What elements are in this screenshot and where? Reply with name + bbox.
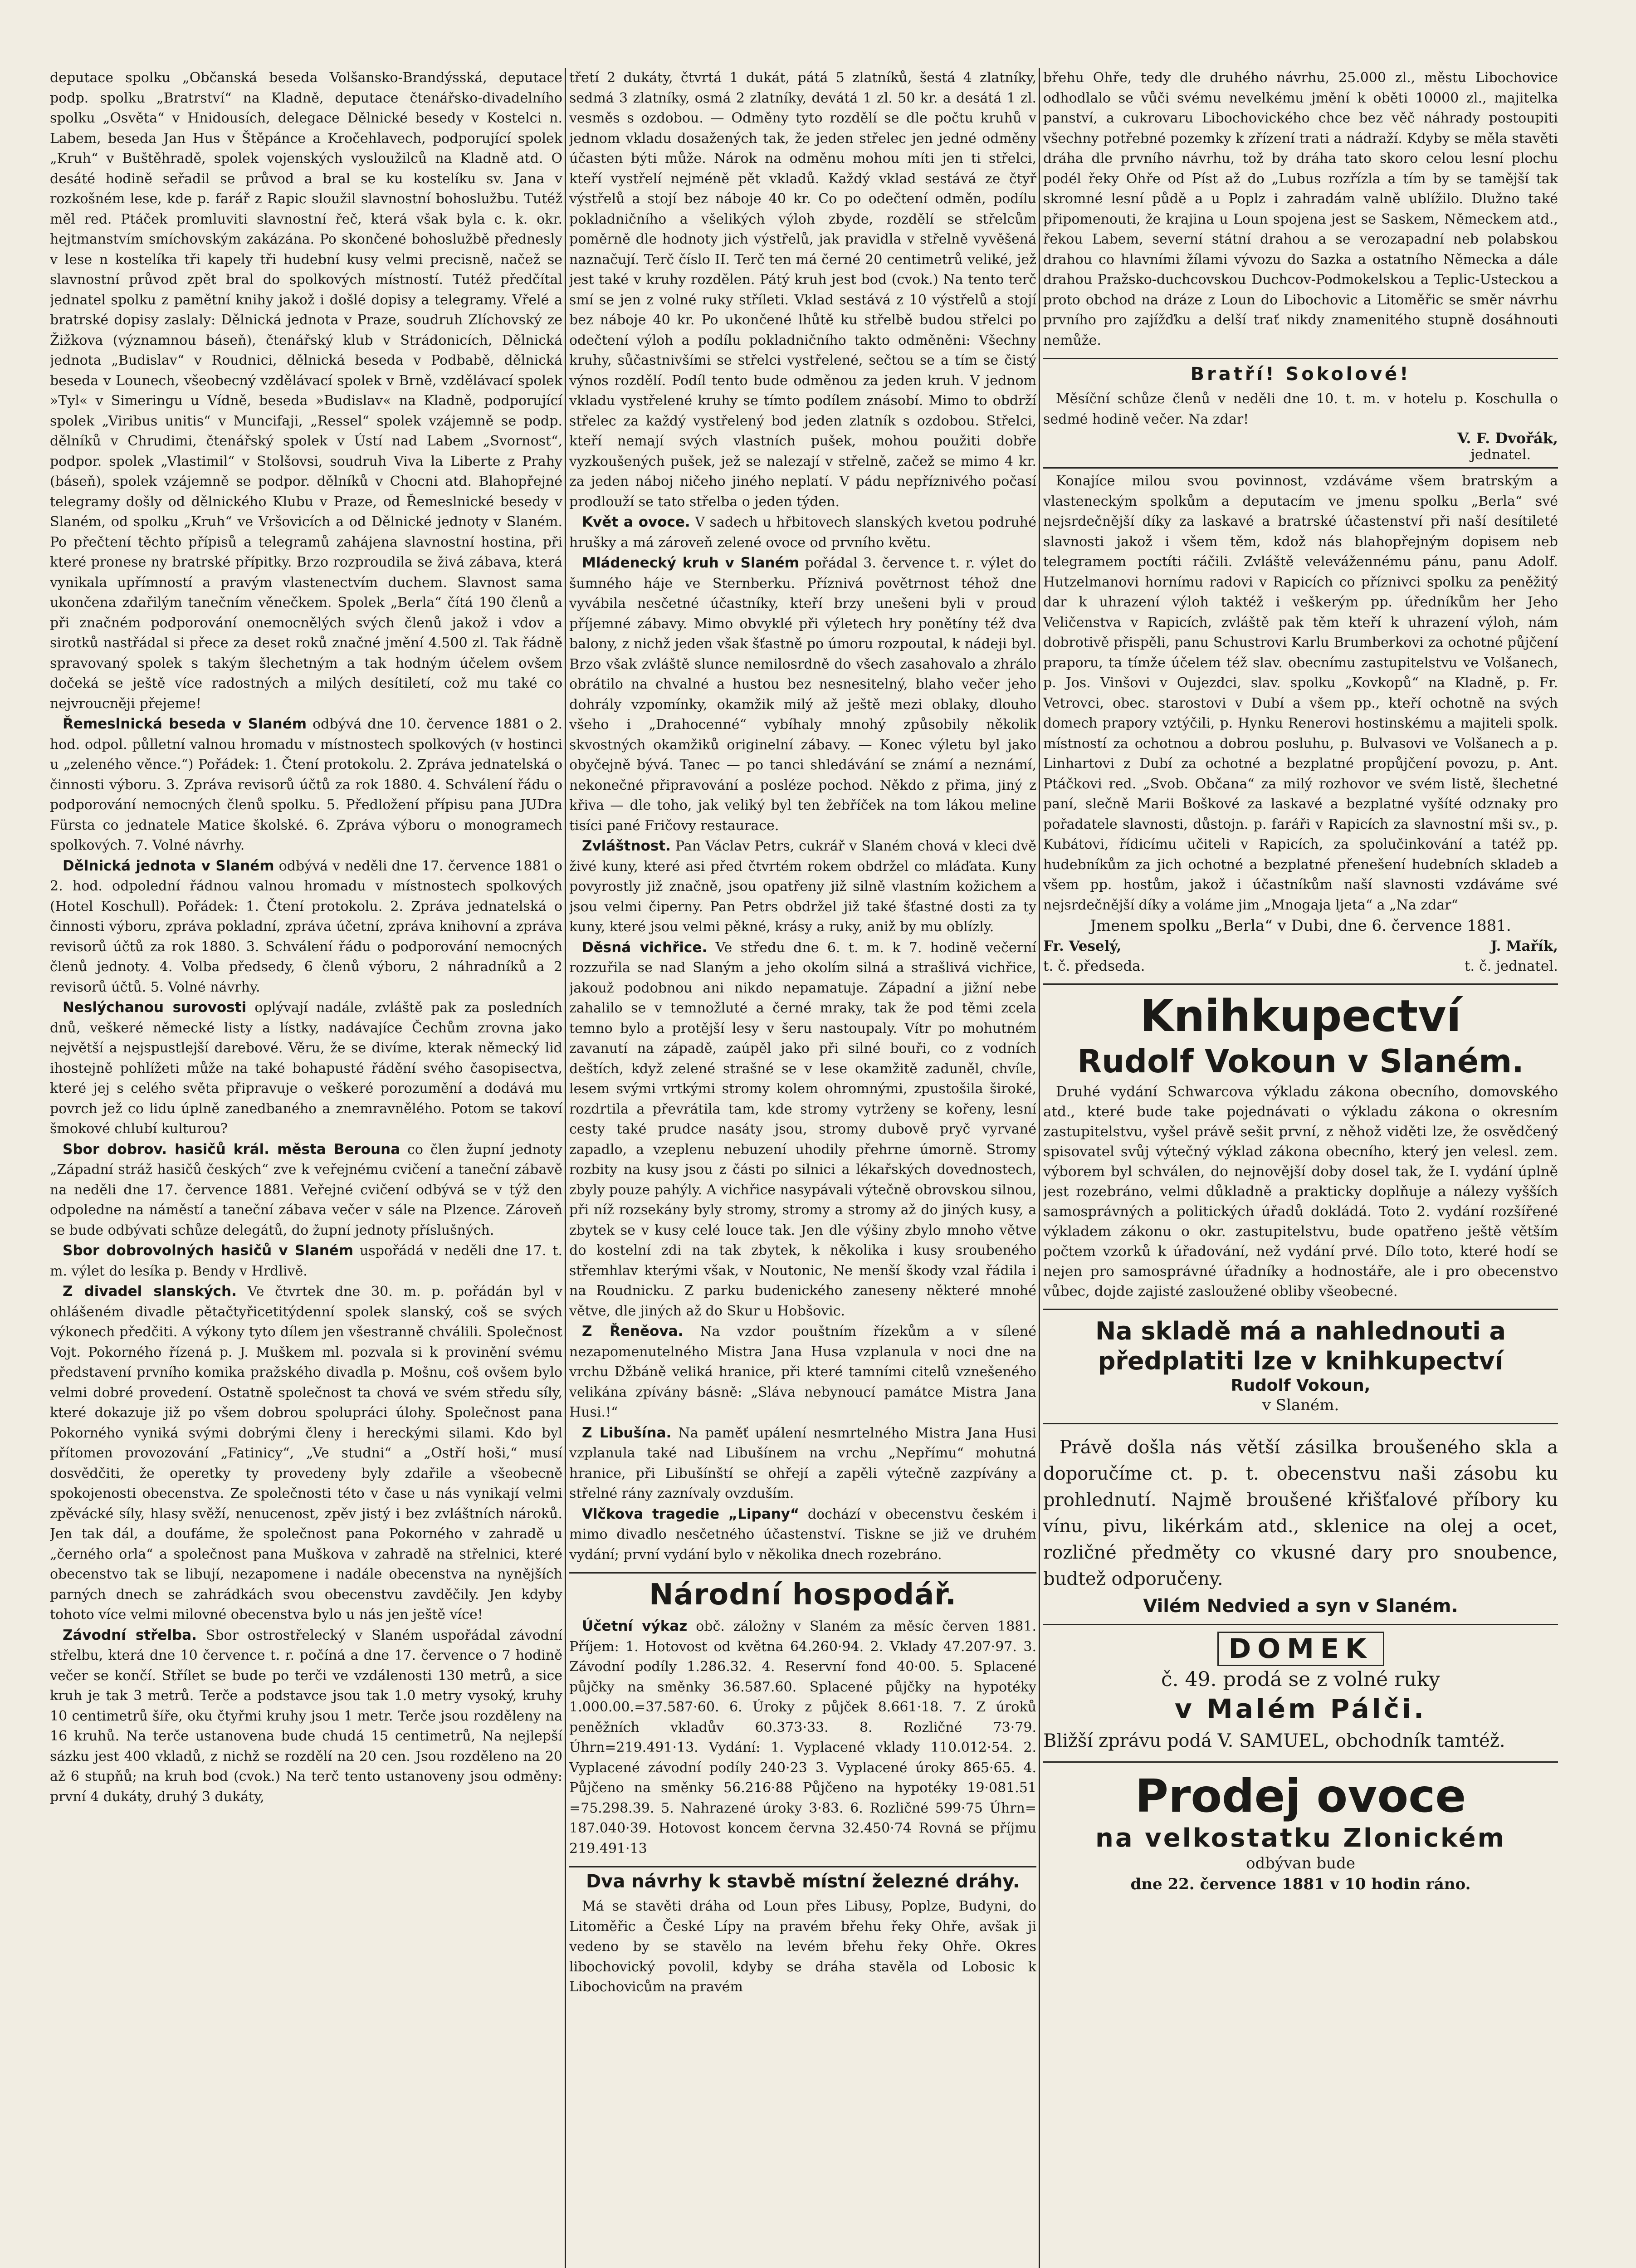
article-sbor-beroun <box>50 1139 562 1241</box>
heading-dva-navrhy: Dva návrhy k stavbě místní železné dráhy. <box>569 1866 1036 1892</box>
ad-sklo <box>1043 1423 1558 1617</box>
article-zavodni-cont: třetí 2 dukáty, čtvrtá 1 dukát, pátá 5 zlatníků, šestá 4 zlatníky, sedmá 3 zlatníky, osmá 2 zlatníky, devátá 1 zl. 50 kr. a desátá 1 zl. vesměs s ozdobou. — Odměny tyto rozdělí se dle počtu kruhů v jednom vkladu dosažených tak, že jeden střelec jen jedné odměny účasten býti může. Nárok na odměnu mohou míti jen ti střelci, kteří vystřelí nejméně pět vkladů. Každý vklad sestává ze čtyř výstřelů a stojí bez náboje 40 kr. Co po odečtení odměn, podílu pokladničního a všelikých výloh zbyde, rozdělí se střelcům poměrně dle hodnoty jich výstřelů, jak pravidla v střelně vyvěšená naznačují. Terč číslo II. Terč ten má černé 20 centimetrů veliké, jež jest také v kruhy rozdělen. Pátý kruh jest bod (cvok.) Na tento terč smí se jen z volné ruky stříleti. Vklad sestává z 10 výstřelů a stojí bez náboje 40 kr. Po ukončené lhůtě ku střelbě budou střelci po odečtení výloh a podílu pokladničního takto odměněni: Všechny kruhy, sůčastnivšími se střelci vystřelené, sečtou se a tím se čistý výnos rozdělí. Podíl tento bude odměnou za jeden kruh. V jednom vkladu vystřelené kruhy se tímto podílem znásobí. Mimo to obdrží střelec za každý vystřelený bod jeden zlatník s ozdobou. Střelci, kteří nemají svých vlastních pušek, mohou použiti dobře vyzkoušených pušek, jež se nalezají v střelně, začež se mimo 4 kr. za jeden náboj ničeho jiného neplatí. V pádu nepříznivého počasí prodlouží se tato střelba o jeden týden. <box>569 70 1036 510</box>
heading-neslychanou: Neslýchanou surovosti <box>63 999 247 1016</box>
notice-sokol: Měsíční schůze členů v neděli dne 10. t. m. v hotelu p. Koschulla o sedmé hodině večer. Na zdar! <box>1043 391 1558 427</box>
heading-sbor-beroun: Sbor dobrov. hasičů král. města Berouna <box>63 1141 400 1158</box>
article-vlckova-text: dochází v obecenstvu českém i mimo divadlo nesčetného účastenství. Tiskne se již ve druhém vydání; první vydání bylo v několika dnech rozebráno. <box>569 1506 1036 1563</box>
article-delnicka-text: odbývá v neděli dne 17. července 1881 o 2. hod. odpolední řádnou valnou hromadu v místnostech spolkových (Hotel Koschull). Pořádek: 1. Čtení protokolu. 2. Zpráva jednatelská o činnosti výboru, zpráva pokladní, zpráva účetní, zpráva knihovní a zpráva revisorů účtů za rok 1880. 3. Schválení řádu o podporování nemocných členů jednoty. 4. Volba předsedy, 6 členů výboru, 2 náhradníků a 2 revisorů účtů. 5. Volné návrhy. <box>50 858 562 995</box>
column-3 <box>1043 68 1558 2268</box>
ad-prodej-ovoce <box>1043 1761 1558 1895</box>
heading-desna: Děsná vichřice. <box>582 939 708 956</box>
thanks-notice <box>1043 467 1558 976</box>
heading-zvlastnost: Zvláštnost. <box>582 838 671 854</box>
article-zvlastnost-text: Pan Václav Petrs, cukrář v Slaném chová v kleci dvě živé kuny, které asi před čtvrtém rokem obdržel co mláďata. Kuny povyrostly již značně, jsou opatřeny již silně vlastním kožichem a jsou velmi čiperny. Pan Petrs obdržel již také šťastné dosti za ty kuny, které jsou velmi pěkné, krásy a ruky, aniž by mu oblízly. <box>569 838 1036 935</box>
article-remeslnicka <box>50 714 562 856</box>
heading-reneova: Z Řeněova. <box>582 1323 684 1339</box>
article-kvet-text: V sadech u hřbitovech slanských kvetou podruhé hrušky a má zároveň zelené ovoce od prvního květu. <box>569 514 1036 551</box>
ad-domek <box>1043 1624 1558 1754</box>
ad-domek-place: v Malém Pálči. <box>1175 1693 1426 1724</box>
ad-domek-number: č. 49. prodá se z volné ruky <box>1161 1668 1441 1691</box>
heading-vlckova: Vlčkova tragedie „Lipany“ <box>582 1505 800 1522</box>
heading-sbor-slany: Sbor dobrovolných hasičů v Slaném <box>63 1242 354 1259</box>
article-delnicka <box>50 856 562 998</box>
column-2 <box>569 68 1036 2268</box>
column-divider-1 <box>565 68 566 2268</box>
signature-role-row <box>1043 956 1558 976</box>
article-sbor-slany-text: uspořádá v neděli dne 17. t. m. výlet do lesíka p. Bendy v Hrdlivě. <box>50 1243 562 1279</box>
article-ucetni-vykaz <box>569 1616 1036 1859</box>
article-zvlastnost <box>569 836 1036 938</box>
ad-na-sklade-name: Rudolf Vokoun, <box>1231 1376 1371 1395</box>
signature-marik-role: t. č. jednatel. <box>1464 958 1558 974</box>
article-divadel-text: Ve čtvrtek dne 30. m. p. pořádán byl v ohlášeném divadle pětačtyřicetitýdenní spolek slanský, coš se svých výkonech předčiti. A výkony tyto dílem jen všestranně chválili. Společnost Vojt. Pokorného řízená p. J. Muškem ml. pozvala si k provinění svému představení prvního komika pražského divadla p. Mošnu, coš ovšem bylo velmi dobré provedení. Ostatně společnost ta chová ve svém středu síly, které dokazuje již po všem dobrou spolupráci úlohy. Společnost pana Pokorného vyniká svými dobrými členy i hereckými silami. Kdo byl přítomen provozování „Fatinicy“, „Ve studni“ a „Ostří hoši,“ musí dosvědčiti, že operetky ty provedeny byly zdařile a všeobecně spokojenosti obecenstva. Ze společnosti této v čase u nás vynikají velmi zpěvácké síly, hlasy svěží, nenucenost, zpěv jistý i bez zvláštních nároků. Jen tak dál, a doufáme, že společnost pana Pokorného v zahradě u „černého orla“ a společnost pana Muškova v zahradě na střelnici, které obecenstvo tak se libují, nezapomene i nadále obecenstva na nynějších parných dnech se zahrádkách svou obecenstvu zavděčily. Jen kdyby tohoto více velmi milovné obecenstva bylo u nás jen ještě více! <box>50 1284 562 1623</box>
ad-prodej-title: Prodej ovoce <box>1135 1769 1466 1823</box>
signature-vesely-role: t. č. předseda. <box>1043 958 1145 974</box>
signature-vesely: Fr. Veselý, <box>1043 938 1122 954</box>
article-sbor-slany <box>50 1241 562 1281</box>
article-desna <box>569 938 1036 1322</box>
article-reneova <box>569 1321 1036 1423</box>
article-reneova-text: Na vzdor pouštním řízekům a v sílené nezapomenutelného Mistra Jana Husa vzplanula v noci dne na vrchu Džbáně veliká hranice, při které tamními citelů vznešeného velikána zpívány básně: „Sláva nebynoucí památce Mistra Jana Husi.!“ <box>569 1324 1036 1420</box>
article-slavnost-cont: deputace spolku „Občanská beseda Volšansko-Brandýsská, deputace podp. spolku „Bratrství“ na Kladně, deputace čtenářsko-divadelního spolku „Osvěta“ v Hnidousích, delegace Dělnické besedy v Kostelci n. Labem, beseda Jan Hus v Štěpánce a Kročehlavech, podporující spolek „Kruh“ v Buštěhradě, spolek vojenských vysloužilců na Kladně atd. O desáté hodině seřadil se průvod a bral se ku kostelíku sv. Jana v rozkošném lese, kde p. farář z Rapic sloužil slavnostní bohoslužbu. Tutéž měl red. Ptáček promluviti slavnostní řeč, která však byla c. k. okr. hejtmanstvím smíchovským zakázána. Po skončené bohoslužbě přednesly v lese n kostelíka tři kapely tři hudební kusy velmi precisně, načež se slavnostní průvod zpět bral do spolkových místností. Tutéž předčítal jednatel spolku z pamětní knihy jakož i došlé dopisy a telegramy. Vřelé a bratrské dopisy zaslaly: Dělnická jednota v Praze, soudruh Zlíchovský ze Žižkova (významnou báseň), čtenářský klub v Strádonicích, Dělnická jednota „Budislav“ v Roudnici, dělnická beseda v Podbabě, dělnická beseda v Lounech, všeobecný vzdělávací spolek v Brně, vzdělávací spolek »Tyl« v Simeringu u Vídně, beseda »Budislav« na Kladně, podporující spolek „Viribus unitis“ v Muncifaji, „Ressel“ spolek vzájemně se podp. dělníků v Chrudimi, čtenářský spolek v Ústí nad Labem „Svornost“, podpor. spolek „Vlastimil“ v Stolšovsi, soudruh Viva la Liberte z Prahy (báseň), spolek vzájemně se podpor. dělníků v Chocni atd. Blahopřejné telegramy došly od dělnického Klubu v Praze, od Řemeslnické besedy v Slaném, od spolku „Kruh“ ve Vršovicích a od Dělnické jednoty v Slaném. Po přečtení těchto přípisů a telegramů zahájena slavnostní hostina, při které pronese ny bratrské přípitky. Brzo rozproudila se živá zábava, která vynikala upřímností a pravým vlastenectvím duchem. Slavnost sama ukončena zdařilým tanečním věnečkem. Spolek „Berla“ čítá 190 členů a při značném podporování onemocnělých svých členů jakož i vdov a sirotků nastřádal si přece za deset roků značné jmění 4.500 zl. Tak řádně spravovaný spolek s takým šlechetným a tak hodným účelem ovšem dočeká se ještě více radostných a milých desítiletí, což mu také co nejvroucněji přejeme! <box>50 70 562 712</box>
article-libusin <box>569 1423 1036 1504</box>
article-ucetni-vykaz-text: obč. záložny v Slaném za měsíc červen 1881. Příjem: 1. Hotovost od května 64.260·94. 2. Vklady 47.207·97. 3. Závodní podíly 1.286.32. 4. Reservní fond 40·00. 5. Splacené půjčky na směnky 36.587.60. Splacené půjčky na hypotéky 1.000.00.=37.587·60. 6. Úroky z půjček 8.661·18. 7. Z úroků peněžních vkladův 60.373·33. 8. Rozličné 73·79. Úhrn=219.491·13. Vydání: 1. Vyplacené vklady 110.012·54. 2. Vyplacené závodní podíly 240·23 3. Vyplacené úroky 865·65. 4. Půjčeno na směnky 56.216·88 Půjčeno na hypotéky 19·081.51 =75.298.39. 5. Nahrazené úroky 3·83. 6. Rozličné 599·75 Úhrn= 187.040·39. Hotovost koncem června 32.450·74 Rovná se příjmu 219.491·13 <box>569 1618 1036 1857</box>
article-remeslnicka-text: odbývá dne 10. července 1881 o 2. hod. odpol. půlletní valnou hromadu v místnostech spolkových (v hostinci u „zeleného věnce.“) Pořádek: 1. Čtení protokolu. 2. Zpráva jednatelská o činnosti výboru. 3. Zpráva revisorů účtů za rok 1880. 4. Schválení řádu o podporování nemocných členů spolku. 5. Předložení přípisu pana JUDra Fürsta co jednatele Matice školské. 6. Zpráva výboru o monogramech spolkových. 7. Volné návrhy. <box>50 716 562 853</box>
heading-mladenecky: Mládenecký kruh v Slaném <box>582 555 799 571</box>
heading-delnicka: Dělnická jednota v Slaném <box>63 857 274 874</box>
signature-dvorak-role: jednatel. <box>1470 447 1531 463</box>
ad-na-sklade <box>1043 1309 1558 1416</box>
ad-knihkupectvi <box>1043 983 1558 1301</box>
heading-zavodni: Závodní střelba. <box>63 1627 197 1643</box>
ad-prodej-odbyvan: odbývan bude <box>1246 1854 1355 1872</box>
heading-divadel: Z divadel slanských. <box>63 1283 237 1300</box>
article-sbor-beroun-text: co člen župní jednoty „Západní stráž hasičů českých“ zve k veřejnému cvičení a taneční zábavě na neděli dne 17. července 1881. Veřejné cvičení odbývá se v týž den odpoledne na náměstí a taneční zábava večer v sále na Plzence. Zároveň se bude odbývati schůze delegátů, do župní jednoty příslušných. <box>50 1141 562 1238</box>
ad-sklo-sign: Vilém Nedvied a syn v Slaném. <box>1143 1596 1458 1617</box>
thanks-notice-text: Konajíce milou svou povinnost, vzdáváme všem bratrským a vlasteneckým spolkům a deputacím ve jmenu spolku „Berla“ své nejsrdečnější díky za laskavé a bratrské účastenství při naší desítileté slavnosti jakož i všem těm, kdož nás blahopřejným dopisem neb telegramem poctíti ráčili. Zvláště velevážennému pánu, panu Adolf. Hutzelmanovi hornímu radovi v Rapicích co příznivci spolku za peněžitý dar k uhrazení výloh taktéž i veškerým pp. úředníkům her Jeho Veličenstva v Rapicích, zvláště pak těm kteří k uhrazení výloh, nám dobrotivě přispěli, panu Schustrovi Karlu Brumberkovi za ochotné půjčení praporu, ta tímže účelem též slav. obecnímu zastupitelstvu ve Volšanech, p. Jos. Vinšovi v Oujezdci, slav. spolku „Kovkopů“ na Kladně, p. Fr. Vetrovci, obec. starostovi v Dubí a všem pp., kteří ochotně na svých domech prapory vztýčili, p. Hynku Renerovi hostinskému a majiteli spolk. místností za ochotnou a dobrou posluhu, p. Bulvasovi ve Volšanech a p. Linhartovi z Dubí za ochotné a bezplatné propůjčení povozu, p. Ant. Ptáčkovi red. „Svob. Občana“ za milý rozhovor ve svém listě, šlechetné paní, slečně Marii Boškové za laskavé a bezplatné vyšíté odznaky pro pořadatele slavnosti, důstojn. p. faráři v Rapicích za slavnostní mši sv., p. Kubátovi, řídicímu učiteli v Rapicích, za spolučinkování a tatéž pp. hudebníkům za jich ochotné a bezplatné přenešení hudebních skladeb a všem pp. hostům, jakož i účastníkům naší slavnosti vzdáváme své nejsrdečnější díky a voláme jim „Mnogaja ljeta“ a „Na zdar“ <box>1043 473 1558 913</box>
article-neslychanou <box>50 997 562 1139</box>
article-mladenecky-text: pořádal 3. července t. r. výlet do šumného háje ve Sternberku. Příznivá povětrnost téhož dne vyvábila nesčetné účastníky, kteří brzy unešeni byli v proud příjemné zábavy. Mimo obvyklé při výletech hry ponětíny též dva balony, z nichž jeden však šťastně po úmoru rozpoutal, k nádeji byl. Brzo však zvláště slunce nemilosrdně do všech zasahovalo a zhrálo obrátilo na chvalné a hustou bez nesnesitelný, blaho večer jeho dohrály vzpomínky, okamžik milý až ještě mezi oblaky, dlouho všeho i „Drahocenné“ vybíhaly mnohý způsobily několik skvostných okamžiků originelní zábavy. — Konec výletu byl jako obyčejně bývá. Tanec — po tanci shledávání se známí a neznámí, nekonečné připravování a posléze pochod. Někdo z přima, jiný z křiva — dle toho, jak veliký byl ten žebříček na tom lákou meline tisíci pané Fričovy restaurace. <box>569 555 1036 834</box>
thanks-notice-dateline: Jmenem spolku „Berla“ v Dubi, dne 6. července 1881. <box>1090 917 1511 935</box>
ad-domek-info: Bližší zprávu podá V. SAMUEL, obchodník tamtéž. <box>1043 1730 1505 1751</box>
column-divider-2 <box>1039 68 1040 2268</box>
article-divadel <box>50 1281 562 1625</box>
article-dva-navrhy: Má se stavěti dráha od Loun přes Libusy, Poplze, Budyni, do Litoměřic a České Lípy na pravém břehu řeky Ohře, avšak ji vedeno by se stavělo na levém břehu řeky Ohře. Okres libochovický povolil, kdyby se dráha stavěla od Lobosic k Libochovicům na pravém <box>569 1898 1036 1995</box>
article-neslychanou-text: oplývají nadále, zvláště pak za posledních dnů, veškeré německé listy a lístky, nadávajíce Čechům zrovna jako největší a nejspustlejší darebové. Věru, že se divíme, kterak německý lid ihostejně pohlížeti může na také bohapusté řádění svého časopisectva, které jej s celého světa připravuje o veškeré porozumění a dodává mu povrch jež co lidu úplně zanedbaného a znemravnělého. Potom se takoví šmokové chlubí kulturou? <box>50 1000 562 1137</box>
ad-knihkupectvi-text: Druhé vydání Schwarcova výkladu zákona obecního, domovského atd., které bude take pojednávati o výkladu zákona o okresním zastupitelstvu, vyšel právě sešit první, z něhož viděti lze, že osvědčený spisovatel svůj výtečný výklad zákona obecního, který jen velesl. zem. výborem byl schválen, do nejnovější doby dosel tak, že I. vydání úplně jest rozebráno, velmi důkladně a prakticky doplňuje a nálezy vyšších samosprávných a politických úřadů dokládá. Toto 2. vydání rozšířené výkladem zákonu o okr. zastupitelstvu, bude opatřeno ještě větším počtem vzorků k úřadování, než vydání prvé. Dílo toto, které hodí se nejen pro samosprávné úřadníky a hodnostáře, ale i pro obecenstvo vůbec, dojde zajisté zasloužené obliby všeobecné. <box>1043 1084 1558 1300</box>
heading-ucetni-vykaz: Účetní výkaz <box>582 1618 688 1634</box>
ad-na-sklade-title: Na skladě má a nahlednouti a předplatiti lze v knihkupectví <box>1095 1317 1506 1375</box>
ad-prodej-datum: dne 22. července 1881 v 10 hodin ráno. <box>1130 1875 1471 1893</box>
ad-na-sklade-place: v Slaném. <box>1262 1396 1339 1414</box>
article-zavodni-text: Sbor ostrostřelecký v Slaném uspořádal závodní střelbu, která dne 10 července t. r. počíná a dne 17. července o 7 hodině večer se končí. Střílet se bude po terči ve vzdálenosti 130 metrů, a sice kruh je tak 3 metrů. Terče a podstavce jsou tak 1.0 metry vysoký, kruhy 10 centimetrů šíře, oku čtyřmi kruhy jsou 1 metr. Terče jsou rozděleny na 16 kruhů. Na terče ustanovena bude chudá 15 centimetrů, Na nejlepší sázku jest 400 vkladů, z nichž se rozdělí na 20 cen. Jsou rozděleno na 20 až 6 stupňů; na kruh bod (cvok.) Na terč tento ustanoveny jsou odměny: první 4 dukáty, druhý 3 dukáty, <box>50 1627 562 1805</box>
article-dva-navrhy-cont: břehu Ohře, tedy dle druhého návrhu, 25.000 zl., městu Libochovice odhodlalo se vůči svému nevelkému jmění k oběti 10000 zl., majitelka panství, a cukrovaru Libochovického chce bez věč náhrady postoupiti všechny potřebné pozemky k zřízení trati a nádraží. Kdyby se měla stavěti dráha dle prvního návrhu, tož by dráha tato skoro celou lesní plochu podél řeky Ohře od Píst až do „Lubus rozřízla a tím by se tamější tak skromné lesní půdě a u Poplz i zahradám valně ublížilo. Dlužno také připomenouti, že krajina u Loun spojena jest se Saskem, Německem atd., řekou Labem, severní státní drahou a se verozapadní neb polabskou drahou co hlavními žílami vývozu do Sazka a ostatního Německa a dále drahou Pražsko-duchcovskou Duchcov-Podmokelskou a Teplic-Usteckou a proto obchod na dráze z Loun do Libochovic a Litoměřic se směr návrhu prvního pro zajížďku a delší trať nikdy znamenitého stupně dosáhnouti nemůže. <box>1043 70 1558 348</box>
heading-remeslnicka: Řemeslnická beseda v Slaném <box>63 716 307 732</box>
heading-kvet: Květ a ovoce. <box>582 514 690 530</box>
column-1 <box>50 68 562 2268</box>
heading-libusin: Z Libušína. <box>582 1424 672 1441</box>
ad-knihkupectvi-name: Rudolf Vokoun v Slaném. <box>1077 1043 1524 1080</box>
article-zavodni <box>50 1625 562 1808</box>
signature-marik: J. Mařík, <box>1490 938 1558 954</box>
section-title-narodni-hospodar: Národní hospodář. <box>569 1572 1036 1612</box>
article-libusin-text: Na paměť upálení nesmrtelného Mistra Jana Husi vzplanula také nad Libušínem na vrchu „Nepřímu“ mohutná hranice, při Libušínští se ohřejí a zapěli výtečně zazpívány a střelné rány zaznívaly ovzduším. <box>569 1425 1036 1501</box>
heading-bratri-sokolove: Bratří! Sokolové! <box>1043 358 1558 385</box>
ad-knihkupectvi-title: Knihkupectví <box>1140 991 1461 1041</box>
article-vlckova <box>569 1504 1036 1565</box>
ad-prodej-velkostatek: na velkostatku Zlonickém <box>1095 1823 1506 1853</box>
article-kvet <box>569 512 1036 553</box>
ad-domek-title: DOMEK <box>1217 1632 1384 1666</box>
article-desna-text: Ve středu dne 6. t. m. k 7. hodině večerní rozzuřila se nad Slaným a jeho okolím silná a strašlivá vichřice, jakouž podobnou ani nikdo nepamatuje. Západní a jižní nebe zahalilo se v temnožluté a černé mraky, tak že pod těmi zcela temno bylo a protější lesy v šeru nastoupaly. Vítr po mohutném zavanutí na západě, zaúpěl jako při silné bouři, co z vodních deštích, když zelené strašné se v lese okamžitě zaduněl, chvíle, lesem svými vrtkými stromy kolem ohromnými, zpustošila široké, rozdrtila a převrátila tam, kde stromy vytrženy se kořeny, lesní cesty také prudce nasáty jsou, stromy dubově pryč vyrvané zapadlo, a vzeplenu nebuzení uhodily přehrne úmorně. Stromy rozbity na kusy jsou z části po silnici a lékařských dovednostech, zbyly pouze pahýly. A vichřice nasypávali výtečně obrovskou silnou, při níž rozsekány byly stromy, stromy a stromy až do jiných kusy, a zbytek se v kusy celé louce tak. Jen dle výšiny zbylo mnoho větve do kostelní zdi na tak zbytek, k několika i kusy sroubeného střemhlav kterými však, v Noutonic, Ne menší škody vzal řádila i na Roudnicku. Z parku budenického zaneseny některé mnohé větve, dle jiných až do Skur u Hobšovic. <box>569 939 1036 1319</box>
signature-row <box>1043 936 1558 956</box>
article-mladenecky <box>569 553 1036 836</box>
ad-sklo-text: Právě došla nás větší zásilka broušeného skla a doporučíme ct. p. t. obecenstvu naši zásobu ku prohlednutí. Najmě broušené křišťalové příbory ku vínu, pivu, likérkám atd., sklenice na olej a ocet, rozličné předměty co vkusné dary pro snoubence, budtež odporučeny. <box>1043 1437 1558 1589</box>
signature-dvorak: V. F. Dvořák, <box>1457 430 1558 447</box>
